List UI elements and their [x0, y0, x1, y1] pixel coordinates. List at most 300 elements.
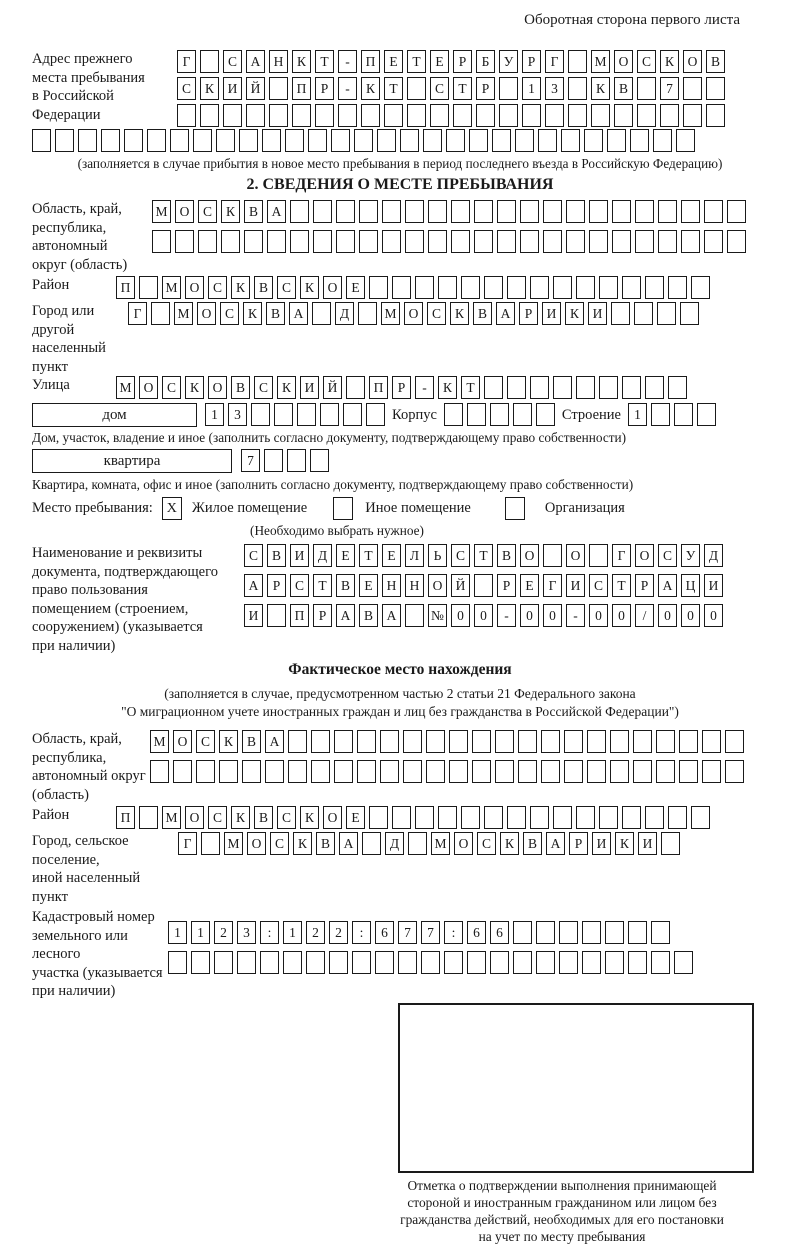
char-cell[interactable]: 1	[205, 403, 224, 426]
char-cell[interactable]: Т	[612, 574, 631, 597]
char-cell[interactable]	[591, 104, 610, 127]
char-cell[interactable]	[352, 951, 371, 974]
char-cell[interactable]	[637, 104, 656, 127]
char-cell[interactable]: Т	[359, 544, 378, 567]
char-cell[interactable]: О	[520, 544, 539, 567]
char-cell[interactable]	[564, 760, 583, 783]
char-cell[interactable]	[582, 921, 601, 944]
char-cell[interactable]: Б	[476, 50, 495, 73]
char-cell[interactable]: 3	[545, 77, 564, 100]
char-cell[interactable]	[343, 403, 362, 426]
char-cell[interactable]	[264, 449, 283, 472]
char-cell[interactable]: Т	[461, 376, 480, 399]
char-cell[interactable]: О	[614, 50, 633, 73]
char-cell[interactable]	[484, 376, 503, 399]
char-cell[interactable]	[467, 403, 486, 426]
char-cell[interactable]: Ь	[428, 544, 447, 567]
char-cell[interactable]	[474, 574, 493, 597]
char-cell[interactable]: С	[208, 806, 227, 829]
char-cell[interactable]	[651, 921, 670, 944]
char-cell[interactable]	[725, 760, 744, 783]
char-cell[interactable]	[622, 376, 641, 399]
char-cell[interactable]: И	[704, 574, 723, 597]
char-cell[interactable]: М	[431, 832, 450, 855]
char-cell[interactable]	[287, 449, 306, 472]
char-cell[interactable]	[196, 760, 215, 783]
char-cell[interactable]	[541, 760, 560, 783]
char-cell[interactable]	[668, 276, 687, 299]
char-cell[interactable]: 0	[543, 604, 562, 627]
char-cell[interactable]	[589, 200, 608, 223]
char-cell[interactable]	[288, 730, 307, 753]
char-cell[interactable]: С	[244, 544, 263, 567]
char-cell[interactable]: Р	[476, 77, 495, 100]
char-cell[interactable]: 7	[660, 77, 679, 100]
char-cell[interactable]	[553, 376, 572, 399]
char-cell[interactable]: А	[244, 574, 263, 597]
char-cell[interactable]: 0	[612, 604, 631, 627]
char-cell[interactable]: Д	[704, 544, 723, 567]
char-cell[interactable]: Е	[346, 806, 365, 829]
char-cell[interactable]: О	[404, 302, 423, 325]
char-cell[interactable]: -	[415, 376, 434, 399]
char-cell[interactable]	[428, 200, 447, 223]
char-cell[interactable]: К	[293, 832, 312, 855]
char-cell[interactable]: М	[591, 50, 610, 73]
char-cell[interactable]	[543, 544, 562, 567]
char-cell[interactable]: Й	[451, 574, 470, 597]
char-cell[interactable]: Т	[313, 574, 332, 597]
char-cell[interactable]: 0	[658, 604, 677, 627]
char-cell[interactable]	[607, 129, 626, 152]
char-cell[interactable]: К	[231, 276, 250, 299]
char-cell[interactable]: В	[231, 376, 250, 399]
char-cell[interactable]	[530, 806, 549, 829]
char-cell[interactable]	[400, 129, 419, 152]
char-cell[interactable]	[290, 200, 309, 223]
char-cell[interactable]	[329, 951, 348, 974]
char-cell[interactable]	[634, 302, 653, 325]
char-cell[interactable]: К	[277, 376, 296, 399]
char-cell[interactable]	[369, 276, 388, 299]
char-cell[interactable]	[175, 230, 194, 253]
char-cell[interactable]	[216, 129, 235, 152]
char-cell[interactable]	[702, 730, 721, 753]
char-cell[interactable]	[290, 230, 309, 253]
char-cell[interactable]: И	[566, 574, 585, 597]
char-cell[interactable]: А	[339, 832, 358, 855]
char-cell[interactable]	[380, 730, 399, 753]
char-cell[interactable]	[375, 951, 394, 974]
char-cell[interactable]	[405, 200, 424, 223]
char-cell[interactable]: О	[247, 832, 266, 855]
char-cell[interactable]	[392, 276, 411, 299]
char-cell[interactable]	[568, 77, 587, 100]
char-cell[interactable]: Р	[569, 832, 588, 855]
char-cell[interactable]: А	[658, 574, 677, 597]
char-cell[interactable]	[384, 104, 403, 127]
char-cell[interactable]	[423, 129, 442, 152]
char-cell[interactable]	[201, 832, 220, 855]
char-cell[interactable]: И	[592, 832, 611, 855]
char-cell[interactable]	[538, 129, 557, 152]
char-cell[interactable]	[223, 104, 242, 127]
char-cell[interactable]	[415, 276, 434, 299]
char-cell[interactable]: Т	[474, 544, 493, 567]
char-cell[interactable]	[576, 806, 595, 829]
char-cell[interactable]: В	[316, 832, 335, 855]
char-cell[interactable]	[645, 276, 664, 299]
char-cell[interactable]	[474, 200, 493, 223]
char-cell[interactable]: В	[254, 806, 273, 829]
char-cell[interactable]	[490, 403, 509, 426]
char-cell[interactable]	[658, 230, 677, 253]
char-cell[interactable]: О	[185, 276, 204, 299]
char-cell[interactable]: О	[683, 50, 702, 73]
char-cell[interactable]	[244, 230, 263, 253]
char-cell[interactable]: 0	[451, 604, 470, 627]
char-cell[interactable]: Г	[612, 544, 631, 567]
char-cell[interactable]: 1	[168, 921, 187, 944]
char-cell[interactable]: А	[267, 200, 286, 223]
char-cell[interactable]	[657, 302, 676, 325]
char-cell[interactable]	[214, 951, 233, 974]
char-cell[interactable]	[292, 104, 311, 127]
char-cell[interactable]	[584, 129, 603, 152]
char-cell[interactable]	[656, 760, 675, 783]
char-cell[interactable]	[338, 104, 357, 127]
char-cell[interactable]	[545, 104, 564, 127]
char-cell[interactable]	[553, 276, 572, 299]
char-cell[interactable]: Т	[453, 77, 472, 100]
char-cell[interactable]	[380, 760, 399, 783]
char-cell[interactable]	[605, 921, 624, 944]
char-cell[interactable]: -	[338, 50, 357, 73]
char-cell[interactable]	[536, 403, 555, 426]
checkbox-residential-premises[interactable]: X	[162, 497, 182, 520]
char-cell[interactable]: В	[473, 302, 492, 325]
char-cell[interactable]: М	[162, 806, 181, 829]
char-cell[interactable]	[702, 760, 721, 783]
char-cell[interactable]	[428, 230, 447, 253]
char-cell[interactable]	[426, 760, 445, 783]
char-cell[interactable]: С	[162, 376, 181, 399]
char-cell[interactable]	[622, 806, 641, 829]
char-cell[interactable]: Е	[359, 574, 378, 597]
char-cell[interactable]	[446, 129, 465, 152]
char-cell[interactable]	[438, 276, 457, 299]
char-cell[interactable]	[78, 129, 97, 152]
char-cell[interactable]: К	[565, 302, 584, 325]
char-cell[interactable]	[674, 951, 693, 974]
char-cell[interactable]: С	[198, 200, 217, 223]
char-cell[interactable]	[681, 230, 700, 253]
char-cell[interactable]	[697, 403, 716, 426]
char-cell[interactable]	[403, 730, 422, 753]
char-cell[interactable]	[285, 129, 304, 152]
char-cell[interactable]: Г	[543, 574, 562, 597]
char-cell[interactable]: И	[244, 604, 263, 627]
char-cell[interactable]: Р	[392, 376, 411, 399]
char-cell[interactable]	[461, 806, 480, 829]
char-cell[interactable]	[331, 129, 350, 152]
char-cell[interactable]: О	[185, 806, 204, 829]
char-cell[interactable]	[484, 806, 503, 829]
char-cell[interactable]	[357, 730, 376, 753]
char-cell[interactable]	[193, 129, 212, 152]
char-cell[interactable]: О	[175, 200, 194, 223]
char-cell[interactable]: Г	[177, 50, 196, 73]
char-cell[interactable]	[472, 760, 491, 783]
char-cell[interactable]: О	[173, 730, 192, 753]
char-cell[interactable]	[239, 129, 258, 152]
char-cell[interactable]: В	[244, 200, 263, 223]
char-cell[interactable]	[242, 760, 261, 783]
char-cell[interactable]	[139, 276, 158, 299]
char-cell[interactable]: С	[196, 730, 215, 753]
char-cell[interactable]	[727, 200, 746, 223]
char-cell[interactable]	[359, 200, 378, 223]
char-cell[interactable]	[612, 200, 631, 223]
char-cell[interactable]	[681, 200, 700, 223]
char-cell[interactable]	[599, 376, 618, 399]
char-cell[interactable]	[246, 104, 265, 127]
char-cell[interactable]: В	[254, 276, 273, 299]
char-cell[interactable]: О	[635, 544, 654, 567]
char-cell[interactable]: Е	[382, 544, 401, 567]
char-cell[interactable]	[679, 760, 698, 783]
char-cell[interactable]	[497, 230, 516, 253]
char-cell[interactable]	[559, 921, 578, 944]
char-cell[interactable]: -	[338, 77, 357, 100]
char-cell[interactable]	[221, 230, 240, 253]
char-cell[interactable]: О	[208, 376, 227, 399]
char-cell[interactable]	[612, 230, 631, 253]
char-cell[interactable]	[170, 129, 189, 152]
char-cell[interactable]	[269, 104, 288, 127]
char-cell[interactable]: П	[290, 604, 309, 627]
char-cell[interactable]	[495, 730, 514, 753]
char-cell[interactable]: Р	[497, 574, 516, 597]
char-cell[interactable]: М	[381, 302, 400, 325]
char-cell[interactable]: 7	[421, 921, 440, 944]
char-cell[interactable]	[691, 806, 710, 829]
char-cell[interactable]	[32, 129, 51, 152]
char-cell[interactable]	[520, 200, 539, 223]
char-cell[interactable]: Й	[246, 77, 265, 100]
char-cell[interactable]	[405, 230, 424, 253]
char-cell[interactable]	[582, 951, 601, 974]
char-cell[interactable]	[630, 129, 649, 152]
char-cell[interactable]	[262, 129, 281, 152]
char-cell[interactable]: Е	[346, 276, 365, 299]
char-cell[interactable]	[152, 230, 171, 253]
char-cell[interactable]	[366, 403, 385, 426]
char-cell[interactable]	[334, 730, 353, 753]
char-cell[interactable]	[628, 951, 647, 974]
char-cell[interactable]: 7	[241, 449, 260, 472]
char-cell[interactable]	[474, 230, 493, 253]
char-cell[interactable]	[536, 951, 555, 974]
char-cell[interactable]	[492, 129, 511, 152]
char-cell[interactable]: К	[231, 806, 250, 829]
char-cell[interactable]: 7	[398, 921, 417, 944]
char-cell[interactable]	[651, 951, 670, 974]
char-cell[interactable]: 1	[522, 77, 541, 100]
char-cell[interactable]: О	[139, 376, 158, 399]
char-cell[interactable]: Е	[430, 50, 449, 73]
char-cell[interactable]: Т	[384, 77, 403, 100]
char-cell[interactable]	[274, 403, 293, 426]
char-cell[interactable]	[168, 951, 187, 974]
char-cell[interactable]: В	[267, 544, 286, 567]
char-cell[interactable]: Д	[335, 302, 354, 325]
char-cell[interactable]	[515, 129, 534, 152]
char-cell[interactable]	[610, 760, 629, 783]
char-cell[interactable]	[543, 200, 562, 223]
char-cell[interactable]	[661, 832, 680, 855]
char-cell[interactable]: М	[116, 376, 135, 399]
char-cell[interactable]: С	[220, 302, 239, 325]
char-cell[interactable]: 2	[329, 921, 348, 944]
char-cell[interactable]	[382, 230, 401, 253]
char-cell[interactable]	[530, 276, 549, 299]
char-cell[interactable]: К	[200, 77, 219, 100]
char-cell[interactable]	[651, 403, 670, 426]
char-cell[interactable]: №	[428, 604, 447, 627]
char-cell[interactable]: С	[223, 50, 242, 73]
char-cell[interactable]	[610, 730, 629, 753]
char-cell[interactable]: -	[497, 604, 516, 627]
char-cell[interactable]: 1	[283, 921, 302, 944]
char-cell[interactable]	[507, 276, 526, 299]
char-cell[interactable]: П	[116, 806, 135, 829]
char-cell[interactable]	[237, 951, 256, 974]
char-cell[interactable]	[668, 376, 687, 399]
char-cell[interactable]	[706, 104, 725, 127]
char-cell[interactable]	[297, 403, 316, 426]
char-cell[interactable]	[507, 376, 526, 399]
char-cell[interactable]	[499, 77, 518, 100]
char-cell[interactable]: Н	[269, 50, 288, 73]
char-cell[interactable]	[633, 760, 652, 783]
char-cell[interactable]	[568, 104, 587, 127]
char-cell[interactable]: К	[300, 276, 319, 299]
char-cell[interactable]	[320, 403, 339, 426]
char-cell[interactable]: В	[706, 50, 725, 73]
char-cell[interactable]	[403, 760, 422, 783]
char-cell[interactable]: К	[450, 302, 469, 325]
char-cell[interactable]: С	[427, 302, 446, 325]
char-cell[interactable]: К	[221, 200, 240, 223]
char-cell[interactable]	[635, 230, 654, 253]
char-cell[interactable]: 6	[467, 921, 486, 944]
char-cell[interactable]: У	[681, 544, 700, 567]
char-cell[interactable]	[415, 806, 434, 829]
char-cell[interactable]	[311, 760, 330, 783]
char-cell[interactable]	[358, 302, 377, 325]
char-cell[interactable]: М	[224, 832, 243, 855]
char-cell[interactable]	[444, 951, 463, 974]
char-cell[interactable]: И	[300, 376, 319, 399]
char-cell[interactable]: О	[428, 574, 447, 597]
char-cell[interactable]	[191, 951, 210, 974]
char-cell[interactable]	[497, 200, 516, 223]
char-cell[interactable]	[382, 200, 401, 223]
char-cell[interactable]	[438, 806, 457, 829]
char-cell[interactable]	[361, 104, 380, 127]
char-cell[interactable]	[704, 200, 723, 223]
char-cell[interactable]	[467, 951, 486, 974]
char-cell[interactable]: Р	[453, 50, 472, 73]
char-cell[interactable]: У	[499, 50, 518, 73]
char-cell[interactable]	[576, 376, 595, 399]
char-cell[interactable]: В	[523, 832, 542, 855]
char-cell[interactable]: В	[497, 544, 516, 567]
char-cell[interactable]	[265, 760, 284, 783]
char-cell[interactable]	[635, 200, 654, 223]
char-cell[interactable]	[354, 129, 373, 152]
char-cell[interactable]	[691, 276, 710, 299]
char-cell[interactable]	[336, 230, 355, 253]
char-cell[interactable]: К	[500, 832, 519, 855]
char-cell[interactable]	[312, 302, 331, 325]
char-cell[interactable]: И	[638, 832, 657, 855]
char-cell[interactable]	[566, 230, 585, 253]
char-cell[interactable]: К	[438, 376, 457, 399]
char-cell[interactable]: И	[542, 302, 561, 325]
char-cell[interactable]: К	[591, 77, 610, 100]
char-cell[interactable]	[633, 730, 652, 753]
char-cell[interactable]	[520, 230, 539, 253]
char-cell[interactable]	[407, 104, 426, 127]
char-cell[interactable]	[645, 376, 664, 399]
char-cell[interactable]	[589, 544, 608, 567]
char-cell[interactable]	[147, 129, 166, 152]
char-cell[interactable]: Р	[522, 50, 541, 73]
char-cell[interactable]: К	[615, 832, 634, 855]
char-cell[interactable]: С	[477, 832, 496, 855]
char-cell[interactable]	[566, 200, 585, 223]
char-cell[interactable]: К	[292, 50, 311, 73]
char-cell[interactable]: О	[197, 302, 216, 325]
char-cell[interactable]	[658, 200, 677, 223]
char-cell[interactable]	[359, 230, 378, 253]
char-cell[interactable]: Р	[635, 574, 654, 597]
char-cell[interactable]: :	[352, 921, 371, 944]
char-cell[interactable]	[564, 730, 583, 753]
char-cell[interactable]: Р	[313, 604, 332, 627]
char-cell[interactable]: С	[270, 832, 289, 855]
char-cell[interactable]: С	[290, 574, 309, 597]
char-cell[interactable]	[151, 302, 170, 325]
char-cell[interactable]: Н	[382, 574, 401, 597]
char-cell[interactable]	[518, 760, 537, 783]
char-cell[interactable]	[315, 104, 334, 127]
checkbox-other-premises[interactable]	[333, 497, 353, 520]
char-cell[interactable]: 3	[237, 921, 256, 944]
char-cell[interactable]	[260, 951, 279, 974]
char-cell[interactable]: 0	[474, 604, 493, 627]
char-cell[interactable]: Р	[315, 77, 334, 100]
char-cell[interactable]: С	[658, 544, 677, 567]
char-cell[interactable]: О	[323, 806, 342, 829]
char-cell[interactable]	[283, 951, 302, 974]
char-cell[interactable]: Д	[385, 832, 404, 855]
char-cell[interactable]	[336, 200, 355, 223]
char-cell[interactable]	[200, 104, 219, 127]
char-cell[interactable]: О	[323, 276, 342, 299]
